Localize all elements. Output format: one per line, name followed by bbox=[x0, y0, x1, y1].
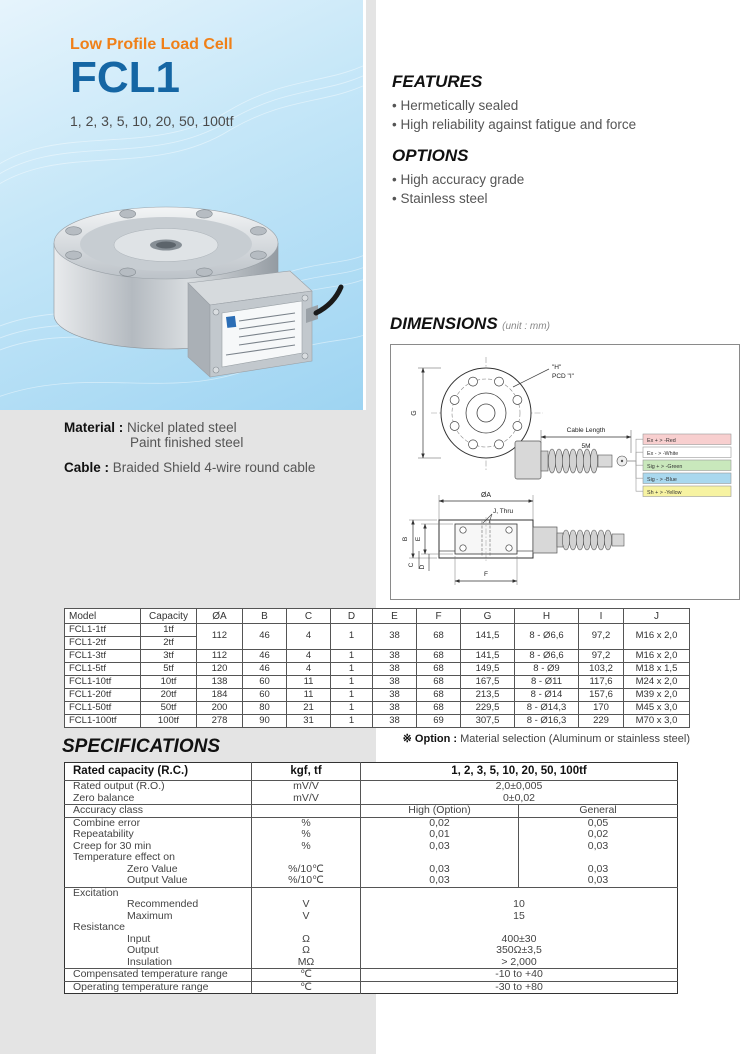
dim-capacity: 50tf bbox=[141, 702, 197, 715]
dim-label-c: C bbox=[408, 562, 415, 568]
spec-unit: mV/V bbox=[252, 793, 361, 805]
dim-value: 149,5 bbox=[461, 663, 515, 676]
spec-value-high: 0,03 bbox=[361, 875, 519, 887]
spec-value-general: 0,02 bbox=[519, 829, 678, 841]
dim-table-row bbox=[65, 715, 690, 728]
features-title: FEATURES bbox=[392, 72, 483, 91]
option-note-prefix: ※ Option : bbox=[402, 733, 458, 745]
dim-label-f: F bbox=[484, 571, 488, 578]
dim-value: 117,6 bbox=[579, 676, 624, 689]
option-note-text: Material selection (Aluminum or stainless steel) bbox=[457, 733, 690, 745]
dim-capacity: 100tf bbox=[141, 715, 197, 728]
dim-value: 38 bbox=[373, 676, 417, 689]
dim-value: 167,5 bbox=[461, 676, 515, 689]
spec-table-row bbox=[65, 829, 678, 841]
spec-label: Zero balance bbox=[65, 793, 252, 805]
dim-value: M18 x 1,5 bbox=[624, 663, 690, 676]
dim-model: FCL1-5tf bbox=[65, 663, 141, 676]
dim-value: 213,5 bbox=[461, 689, 515, 702]
dim-model: FCL1-3tf bbox=[65, 650, 141, 663]
header-text bbox=[70, 36, 233, 129]
spec-label: Rated capacity (R.C.) bbox=[65, 763, 252, 781]
spec-unit bbox=[252, 922, 361, 934]
dim-capacity: 3tf bbox=[141, 650, 197, 663]
spec-value-general: 0,03 bbox=[519, 864, 678, 876]
dim-value: 68 bbox=[417, 702, 461, 715]
product-model: FCL1 bbox=[70, 53, 180, 102]
svg-text:Ex - > -White: Ex - > -White bbox=[647, 450, 679, 457]
spec-unit: ℃ bbox=[252, 969, 361, 982]
dimensions-unit-note: (unit : mm) bbox=[502, 321, 550, 332]
spec-unit: % bbox=[252, 817, 361, 829]
dim-col-header: Capacity bbox=[141, 609, 197, 624]
spec-value-general: 0,03 bbox=[519, 875, 678, 887]
spec-unit bbox=[252, 852, 361, 864]
spec-table-row bbox=[65, 934, 678, 946]
spec-table-row bbox=[65, 763, 678, 781]
dim-value: 278 bbox=[197, 715, 243, 728]
spec-value: 1, 2, 3, 5, 10, 20, 50, 100tf bbox=[361, 763, 678, 781]
dimensions-drawing-box bbox=[390, 344, 740, 600]
spec-value: 15 bbox=[361, 911, 678, 923]
spec-table-row bbox=[65, 852, 678, 864]
material-line bbox=[64, 420, 315, 435]
spec-label: Repeatability bbox=[73, 829, 134, 841]
svg-text:Sh + > -Yellow: Sh + > -Yellow bbox=[647, 489, 682, 496]
dim-value: 8 - Ø9 bbox=[515, 663, 579, 676]
dim-value: M24 x 2,0 bbox=[624, 676, 690, 689]
material-label: Material : bbox=[64, 420, 124, 435]
material-value-2: Paint finished steel bbox=[130, 435, 244, 450]
spec-label: Excitation bbox=[73, 887, 119, 899]
spec-value-general bbox=[519, 852, 678, 864]
spec-unit: MΩ bbox=[252, 957, 361, 969]
spec-value-general: 0,05 bbox=[519, 817, 678, 829]
spec-value: > 2,000 bbox=[361, 957, 678, 969]
dim-col-header: G bbox=[461, 609, 515, 624]
dim-table-row bbox=[65, 702, 690, 715]
spec-table-row bbox=[65, 781, 678, 793]
dimensions-drawing bbox=[391, 345, 737, 597]
dimensions-heading bbox=[390, 314, 550, 334]
dim-value: 8 - Ø6,6 bbox=[515, 650, 579, 663]
spec-unit: %/10℃ bbox=[252, 864, 361, 876]
cable-label: Cable : bbox=[64, 460, 110, 475]
dim-table-row bbox=[65, 676, 690, 689]
spec-label: Combine error bbox=[73, 817, 141, 829]
dim-value: 46 bbox=[243, 663, 287, 676]
options-section bbox=[392, 146, 732, 209]
dim-col-header: C bbox=[287, 609, 331, 624]
spec-table-row bbox=[65, 817, 678, 829]
dim-label-oa: ØA bbox=[480, 492, 492, 499]
spec-table-row bbox=[65, 887, 678, 899]
option-item: • Stainless steel bbox=[392, 190, 732, 209]
dim-value: 68 bbox=[417, 676, 461, 689]
dim-value: 38 bbox=[373, 650, 417, 663]
dim-value: 38 bbox=[373, 689, 417, 702]
dim-value: 97,2 bbox=[579, 624, 624, 650]
dim-value: 90 bbox=[243, 715, 287, 728]
option-note bbox=[403, 732, 690, 745]
wire-legend-row bbox=[627, 447, 731, 461]
spec-table-row bbox=[65, 969, 678, 982]
wire-legend-row bbox=[627, 460, 731, 471]
spec-label: Output Value bbox=[65, 875, 252, 887]
cable-line bbox=[64, 460, 315, 475]
dim-value: 1 bbox=[331, 676, 373, 689]
cable-length-label: Cable Length bbox=[566, 427, 606, 434]
dim-value: 112 bbox=[197, 650, 243, 663]
spec-value: -30 to +80 bbox=[361, 981, 678, 994]
svg-text:Ex + > -Red: Ex + > -Red bbox=[647, 437, 676, 444]
dim-value: 112 bbox=[197, 624, 243, 650]
spec-value: -10 to +40 bbox=[361, 969, 678, 982]
dim-value: 120 bbox=[197, 663, 243, 676]
dim-value: 60 bbox=[243, 689, 287, 702]
dim-value: 141,5 bbox=[461, 624, 515, 650]
dim-value: M16 x 2,0 bbox=[624, 650, 690, 663]
dim-value: 21 bbox=[287, 702, 331, 715]
spec-label: Recommended bbox=[127, 899, 199, 911]
spec-table-row bbox=[65, 945, 678, 957]
spec-table-row bbox=[65, 864, 678, 876]
dim-capacity: 20tf bbox=[141, 689, 197, 702]
dim-value: 4 bbox=[287, 663, 331, 676]
dim-value: 8 - Ø14 bbox=[515, 689, 579, 702]
dim-value: M16 x 2,0 bbox=[624, 624, 690, 650]
dim-value: 60 bbox=[243, 676, 287, 689]
dim-value: 38 bbox=[373, 663, 417, 676]
cable-value: Braided Shield 4-wire round cable bbox=[112, 460, 316, 475]
spec-label: Creep for 30 min bbox=[73, 840, 152, 852]
material-cable-section bbox=[64, 420, 315, 475]
dim-value: 138 bbox=[197, 676, 243, 689]
dim-value: 68 bbox=[417, 650, 461, 663]
spec-label: Compensated temperature range bbox=[65, 969, 252, 982]
dim-value: 68 bbox=[417, 689, 461, 702]
svg-text:Sig + > -Green: Sig + > -Green bbox=[647, 463, 683, 470]
wire-color-legend bbox=[627, 434, 731, 497]
dim-value: 4 bbox=[287, 650, 331, 663]
feature-item: • High reliability against fatigue and force bbox=[392, 116, 732, 135]
dim-value: 4 bbox=[287, 624, 331, 650]
dim-table-row bbox=[65, 663, 690, 676]
spec-label: Operating temperature range bbox=[73, 981, 209, 993]
spec-value bbox=[361, 922, 678, 934]
dim-col-header: D bbox=[331, 609, 373, 624]
pcd-label-line1: "H" bbox=[552, 364, 562, 371]
dim-value: 46 bbox=[243, 624, 287, 650]
spec-table-row bbox=[65, 957, 678, 969]
spec-value-high: 0,03 bbox=[361, 841, 519, 853]
dim-value: 46 bbox=[243, 650, 287, 663]
dim-value: 8 - Ø11 bbox=[515, 676, 579, 689]
spec-label: Input bbox=[127, 933, 151, 945]
dim-label-e: E bbox=[415, 536, 422, 542]
dim-value: 200 bbox=[197, 702, 243, 715]
spec-unit: mV/V bbox=[252, 781, 361, 793]
material-value-1: Nickel plated steel bbox=[127, 420, 237, 435]
header-panel bbox=[0, 0, 366, 410]
capacity-range: 1, 2, 3, 5, 10, 20, 50, 100tf bbox=[70, 112, 234, 129]
features-section bbox=[392, 72, 732, 135]
dim-col-header: E bbox=[373, 609, 417, 624]
spec-value-high: 0,02 bbox=[361, 817, 519, 829]
svg-text:Sig - > -Blue: Sig - > -Blue bbox=[647, 476, 677, 483]
spec-label: Accuracy class bbox=[65, 805, 252, 818]
dim-value: 8 - Ø16,3 bbox=[515, 715, 579, 728]
dimension-table bbox=[64, 608, 690, 728]
dim-model: FCL1-2tf bbox=[65, 637, 141, 650]
dim-capacity: 5tf bbox=[141, 663, 197, 676]
dim-value: 8 - Ø14,3 bbox=[515, 702, 579, 715]
dim-value: 229,5 bbox=[461, 702, 515, 715]
dim-value: 1 bbox=[331, 624, 373, 650]
product-subtitle: Low Profile Load Cell bbox=[70, 36, 233, 53]
spec-value: 350Ω±3,5 bbox=[361, 945, 678, 957]
dim-value: 69 bbox=[417, 715, 461, 728]
dim-value: 1 bbox=[331, 689, 373, 702]
dim-value: M39 x 2,0 bbox=[624, 689, 690, 702]
spec-value: 2,0±0,005 bbox=[361, 781, 678, 793]
dim-col-header: H bbox=[515, 609, 579, 624]
dim-col-header: I bbox=[579, 609, 624, 624]
spec-unit: kgf, tf bbox=[252, 763, 361, 781]
dim-model: FCL1-10tf bbox=[65, 676, 141, 689]
spec-value-high: High (Option) bbox=[361, 805, 519, 818]
dim-value: 68 bbox=[417, 663, 461, 676]
dim-value: 31 bbox=[287, 715, 331, 728]
dim-capacity: 1tf bbox=[141, 624, 197, 637]
spec-unit: % bbox=[252, 829, 361, 841]
spec-label: Zero Value bbox=[127, 863, 178, 875]
spec-value-general: 0,03 bbox=[519, 841, 678, 853]
spec-label: Output bbox=[127, 945, 159, 957]
dim-label-g: G bbox=[411, 410, 418, 416]
spec-value-general: General bbox=[519, 805, 678, 818]
spec-unit: ℃ bbox=[252, 981, 361, 994]
spec-value bbox=[361, 887, 678, 899]
spec-label: Temperature effect on bbox=[73, 852, 175, 864]
spec-table-row bbox=[65, 911, 678, 923]
dim-value: M70 x 3,0 bbox=[624, 715, 690, 728]
dimension-table-header bbox=[65, 609, 690, 624]
spec-table-row bbox=[65, 981, 678, 994]
dim-value: 1 bbox=[331, 715, 373, 728]
dim-model: FCL1-100tf bbox=[65, 715, 141, 728]
spec-unit: Ω bbox=[252, 934, 361, 946]
dim-value: 1 bbox=[331, 663, 373, 676]
dim-col-header: ØA bbox=[197, 609, 243, 624]
dim-table-row bbox=[65, 624, 690, 637]
dim-model: FCL1-20tf bbox=[65, 689, 141, 702]
dim-value: 38 bbox=[373, 702, 417, 715]
dim-label-b: B bbox=[402, 536, 409, 542]
dim-value: 38 bbox=[373, 715, 417, 728]
dim-capacity: 10tf bbox=[141, 676, 197, 689]
spec-label: Maximum bbox=[127, 910, 173, 922]
spec-label: Resistance bbox=[73, 922, 125, 934]
dim-value: 307,5 bbox=[461, 715, 515, 728]
dim-value: 1 bbox=[331, 650, 373, 663]
dim-value: 229 bbox=[579, 715, 624, 728]
spec-table-row bbox=[65, 841, 678, 853]
spec-label: Rated output (R.O.) bbox=[73, 780, 165, 793]
spec-unit: %/10℃ bbox=[252, 875, 361, 887]
dim-value: 97,2 bbox=[579, 650, 624, 663]
dim-capacity: 2tf bbox=[141, 637, 197, 650]
spec-table-row bbox=[65, 793, 678, 805]
dim-value: M45 x 3,0 bbox=[624, 702, 690, 715]
dim-col-header: J bbox=[624, 609, 690, 624]
dim-col-header: Model bbox=[65, 609, 141, 624]
dim-value: 184 bbox=[197, 689, 243, 702]
spec-value: 0±0,02 bbox=[361, 793, 678, 805]
dim-value: 11 bbox=[287, 676, 331, 689]
dim-col-header: F bbox=[417, 609, 461, 624]
specifications-title: SPECIFICATIONS bbox=[62, 736, 220, 757]
spec-value: 400±30 bbox=[361, 934, 678, 946]
spec-table-row bbox=[65, 899, 678, 911]
dim-value: 11 bbox=[287, 689, 331, 702]
dim-value: 38 bbox=[373, 624, 417, 650]
spec-unit bbox=[252, 887, 361, 899]
spec-value-high: 0,03 bbox=[361, 864, 519, 876]
spec-unit: % bbox=[252, 841, 361, 853]
dim-col-header: B bbox=[243, 609, 287, 624]
spec-value: 10 bbox=[361, 899, 678, 911]
spec-table-row bbox=[65, 922, 678, 934]
feature-item: • Hermetically sealed bbox=[392, 97, 732, 116]
dimensions-title: DIMENSIONS bbox=[390, 314, 498, 333]
spec-value-high bbox=[361, 852, 519, 864]
dim-value: 1 bbox=[331, 702, 373, 715]
dim-value: 170 bbox=[579, 702, 624, 715]
spec-unit: V bbox=[252, 911, 361, 923]
dim-value: 103,2 bbox=[579, 663, 624, 676]
option-item: • High accuracy grade bbox=[392, 171, 732, 190]
options-title: OPTIONS bbox=[392, 146, 469, 165]
dim-value: 157,6 bbox=[579, 689, 624, 702]
spec-value-high: 0,01 bbox=[361, 829, 519, 841]
j-thru-label: J, Thru bbox=[493, 508, 514, 515]
dim-model: FCL1-50tf bbox=[65, 702, 141, 715]
spec-unit: V bbox=[252, 899, 361, 911]
dim-value: 68 bbox=[417, 624, 461, 650]
dim-model: FCL1-1tf bbox=[65, 624, 141, 637]
spec-table-row bbox=[65, 805, 678, 818]
dim-value: 141,5 bbox=[461, 650, 515, 663]
dim-table-row bbox=[65, 650, 690, 663]
pcd-label-line2: PCD "I" bbox=[552, 373, 574, 380]
dim-value: 80 bbox=[243, 702, 287, 715]
load-cell-photo bbox=[6, 165, 351, 405]
dim-value: 8 - Ø6,6 bbox=[515, 624, 579, 650]
spec-table-row bbox=[65, 875, 678, 887]
cable-5m-label: 5M bbox=[581, 443, 591, 450]
spec-unit: Ω bbox=[252, 945, 361, 957]
dim-table-row bbox=[65, 689, 690, 702]
specifications-table bbox=[64, 762, 678, 994]
dim-label-d: D bbox=[419, 564, 426, 570]
spec-label: Insulation bbox=[65, 957, 252, 969]
spec-unit bbox=[252, 805, 361, 818]
